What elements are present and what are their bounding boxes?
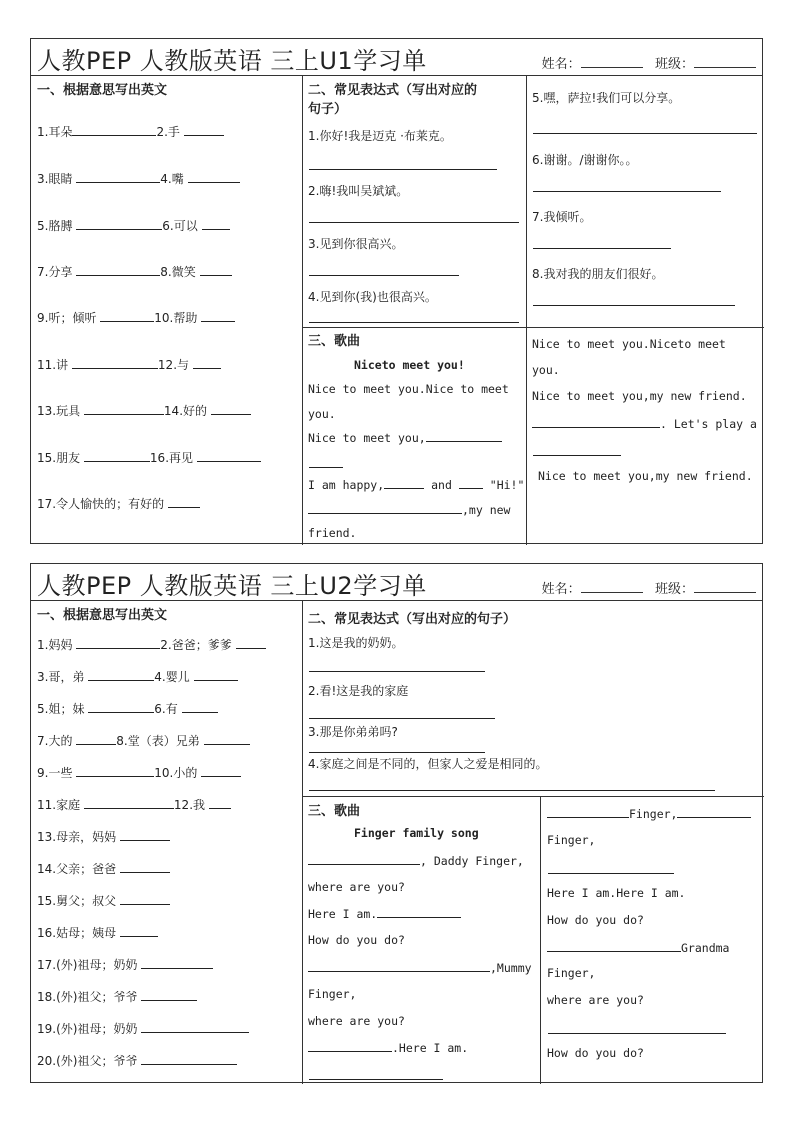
song-blank[interactable] [308,502,462,514]
answer-blank[interactable] [76,264,160,276]
song-line: .Here I am. [308,1040,468,1055]
song-blank[interactable] [459,477,483,489]
answer-blank[interactable] [209,797,231,809]
song-line: How do you do? [547,1046,644,1060]
answer-blank[interactable] [88,669,154,681]
vocab-item: 19.(外)祖母；奶奶 [37,1020,249,1037]
song-line: friend. [308,526,357,540]
section1-heading: 一、根据意思写出英文 [37,83,168,98]
answer-blank[interactable] [201,310,235,322]
song-blank[interactable] [384,477,424,489]
vocab-item: 11.家庭 12.我 [37,796,231,813]
answer-blank[interactable] [84,450,150,462]
song-line: Nice to meet you.Nice to meet [308,382,509,396]
song-line: ,Mummy [308,960,532,975]
vocab-item: 9.一些 10.小的 [37,764,241,781]
unit2-fields [542,578,756,597]
answer-line[interactable] [533,133,757,134]
song-line: I am happy, and "Hi!" [308,478,525,492]
name-field[interactable] [581,55,643,68]
song-line: Nice to meet you, [308,430,502,445]
divider [302,75,303,545]
vocab-item: 5.胳膊 6.可以 [37,217,230,234]
answer-blank[interactable] [141,989,197,1001]
vocab-item: 16.姑母；姨母 [37,924,158,941]
vocab-item: 18.(外)祖父；爷爷 [37,988,197,1005]
section2-heading: 二、常见表达式（写出对应的 [308,83,478,98]
divider [302,796,764,797]
vocab-item: 9.听；倾听 10.帮助 [37,309,235,326]
class-field[interactable] [694,55,756,68]
answer-blank[interactable] [202,218,230,230]
song-line: ,my new [308,502,510,517]
answer-line[interactable] [309,671,485,672]
answer-line[interactable] [533,305,735,306]
answer-blank[interactable] [88,701,154,713]
answer-blank[interactable] [100,310,154,322]
answer-blank[interactable] [120,861,170,873]
expression-prompt: 1.你好!我是迈克 ·布莱克。 [308,129,452,143]
answer-blank[interactable] [76,733,116,745]
section3-heading: 三、歌曲 [308,804,361,819]
song-line: . Let's play a [532,416,757,431]
song-blank[interactable] [426,430,502,442]
unit1-title: 人教PEP 人教版英语 三上U1学习单 [37,47,427,75]
song-blank[interactable] [547,940,681,952]
song-blank[interactable] [308,853,420,865]
song-blank[interactable] [308,1040,392,1052]
answer-blank[interactable] [184,124,224,136]
song-blank[interactable] [309,1079,443,1080]
expression-prompt: 5.嘿，萨拉!我们可以分享。 [532,91,681,105]
answer-line[interactable] [533,248,671,249]
answer-blank[interactable] [201,765,241,777]
expression-prompt: 8.我对我的朋友们很好。 [532,267,664,281]
answer-blank[interactable] [76,637,160,649]
answer-blank[interactable] [193,357,221,369]
class-label: 班级： [654,582,694,597]
song-blank[interactable] [309,467,343,468]
divider [302,327,764,328]
answer-blank[interactable] [168,496,200,508]
song-blank[interactable] [548,1033,726,1034]
answer-blank[interactable] [182,701,218,713]
worksheet-unit2 [30,563,763,1083]
answer-blank[interactable] [76,218,162,230]
vocab-item: 15.舅父；叔父 [37,892,170,909]
answer-blank[interactable] [141,957,213,969]
unit1-fields [542,53,756,72]
song-line: Nice to meet you,my new friend. [538,469,753,483]
answer-blank[interactable] [120,925,158,937]
song-line: Nice to meet you,my new friend. [532,389,747,403]
song-blank[interactable] [533,455,621,456]
expression-prompt: 3.那是你弟弟吗? [308,725,398,739]
unit1-header [31,39,762,76]
song-line: Grandma [547,940,729,955]
answer-blank[interactable] [200,264,232,276]
song-line: How do you do? [547,913,644,927]
vocab-item: 1.耳朵 2.手 [37,123,224,140]
answer-line[interactable] [309,169,497,170]
answer-blank[interactable] [204,733,250,745]
song-line: How do you do? [308,933,405,947]
vocab-item: 15.朋友 16.再见 [37,449,261,466]
vocab-item: 13.玩具 14.好的 [37,402,251,419]
song-blank[interactable] [677,806,751,818]
song-line: , Daddy Finger, [308,853,524,868]
section2-heading-cont: 句子） [308,102,348,117]
answer-line[interactable] [533,191,721,192]
song-line: Finger, [308,987,357,1001]
vocab-item: 5.姐；妹 6.有 [37,700,218,717]
song-title: Niceto meet you! [354,358,465,372]
divider [302,600,303,1084]
vocab-item: 14.父亲；爸爸 [37,860,170,877]
class-field[interactable] [694,580,756,593]
answer-line[interactable] [309,275,459,276]
vocab-item: 3.哥，弟 4.婴儿 [37,668,238,685]
song-line: Finger, [547,806,751,821]
expression-prompt: 7.我倾听。 [532,210,592,224]
song-line: you. [308,407,336,421]
section2-heading: 二、常见表达式（写出对应的句子） [308,612,517,627]
section3-heading: 三、歌曲 [308,334,361,349]
answer-blank[interactable] [84,797,174,809]
vocab-item: 11.讲 12.与 [37,356,221,373]
answer-line[interactable] [309,790,715,791]
vocab-item: 7.大的 8.堂（表）兄弟 [37,732,250,749]
song-line: Nice to meet you.Niceto meet [532,337,726,351]
answer-blank[interactable] [197,450,261,462]
vocab-item: 20.(外)祖父；爷爷 [37,1052,237,1069]
song-blank[interactable] [547,806,629,818]
answer-blank[interactable] [76,171,160,183]
answer-blank[interactable] [120,893,170,905]
song-line: where are you? [308,1014,405,1028]
answer-blank[interactable] [141,1053,237,1065]
section1-heading: 一、根据意思写出英文 [37,608,168,623]
divider [540,796,541,1084]
vocab-item: 1.妈妈 2.爸爸；爹爹 [37,636,266,653]
expression-prompt: 2.嗨!我叫吴斌斌。 [308,184,409,198]
expression-prompt: 2.看!这是我的家庭 [308,684,409,698]
expression-prompt: 1.这是我的奶奶。 [308,636,404,650]
divider [526,75,527,545]
song-line: Finger, [547,833,596,847]
vocab-item: 13.母亲，妈妈 [37,828,170,845]
song-blank[interactable] [377,906,461,918]
song-blank[interactable] [532,416,660,428]
song-line: where are you? [547,993,644,1007]
answer-blank[interactable] [141,1021,249,1033]
answer-blank[interactable] [188,171,240,183]
answer-blank[interactable] [76,765,154,777]
answer-blank[interactable] [120,829,170,841]
unit2-header [31,564,762,601]
vocab-item: 7.分享 8.微笑 [37,263,232,280]
song-line: where are you? [308,880,405,894]
name-label: 姓名： [541,582,581,597]
expression-prompt: 3.见到你很高兴。 [308,237,404,251]
expression-prompt: 4.见到你(我)也很高兴。 [308,290,437,304]
answer-line[interactable] [309,222,519,223]
unit2-title: 人教PEP 人教版英语 三上U2学习单 [37,572,427,600]
answer-line[interactable] [309,718,495,719]
answer-blank[interactable] [72,357,158,369]
song-blank[interactable] [548,873,674,874]
answer-blank[interactable] [194,669,238,681]
expression-prompt: 4.家庭之间是不同的，但家人之爱是相同的。 [308,757,548,771]
song-title: Finger family song [354,826,479,840]
name-label: 姓名： [541,57,581,72]
answer-blank[interactable] [211,403,251,415]
song-line: Here I am.Here I am. [547,886,686,900]
song-line: you. [532,363,560,377]
answer-blank[interactable] [72,124,156,136]
class-label: 班级： [654,57,694,72]
vocab-item: 17.(外)祖母；奶奶 [37,956,213,973]
vocab-item: 3.眼睛 4.嘴 [37,170,240,187]
vocab-item: 17.令人愉快的；有好的 [37,495,200,512]
expression-prompt: 6.谢谢。/谢谢你。。 [532,153,638,167]
answer-blank[interactable] [84,403,164,415]
answer-blank[interactable] [236,637,266,649]
answer-line[interactable] [309,752,485,753]
worksheet-unit1 [30,38,763,544]
song-line: Finger, [547,966,596,980]
song-line: Here I am. [308,906,461,921]
answer-line[interactable] [309,322,519,323]
name-field[interactable] [581,580,643,593]
song-blank[interactable] [308,960,490,972]
